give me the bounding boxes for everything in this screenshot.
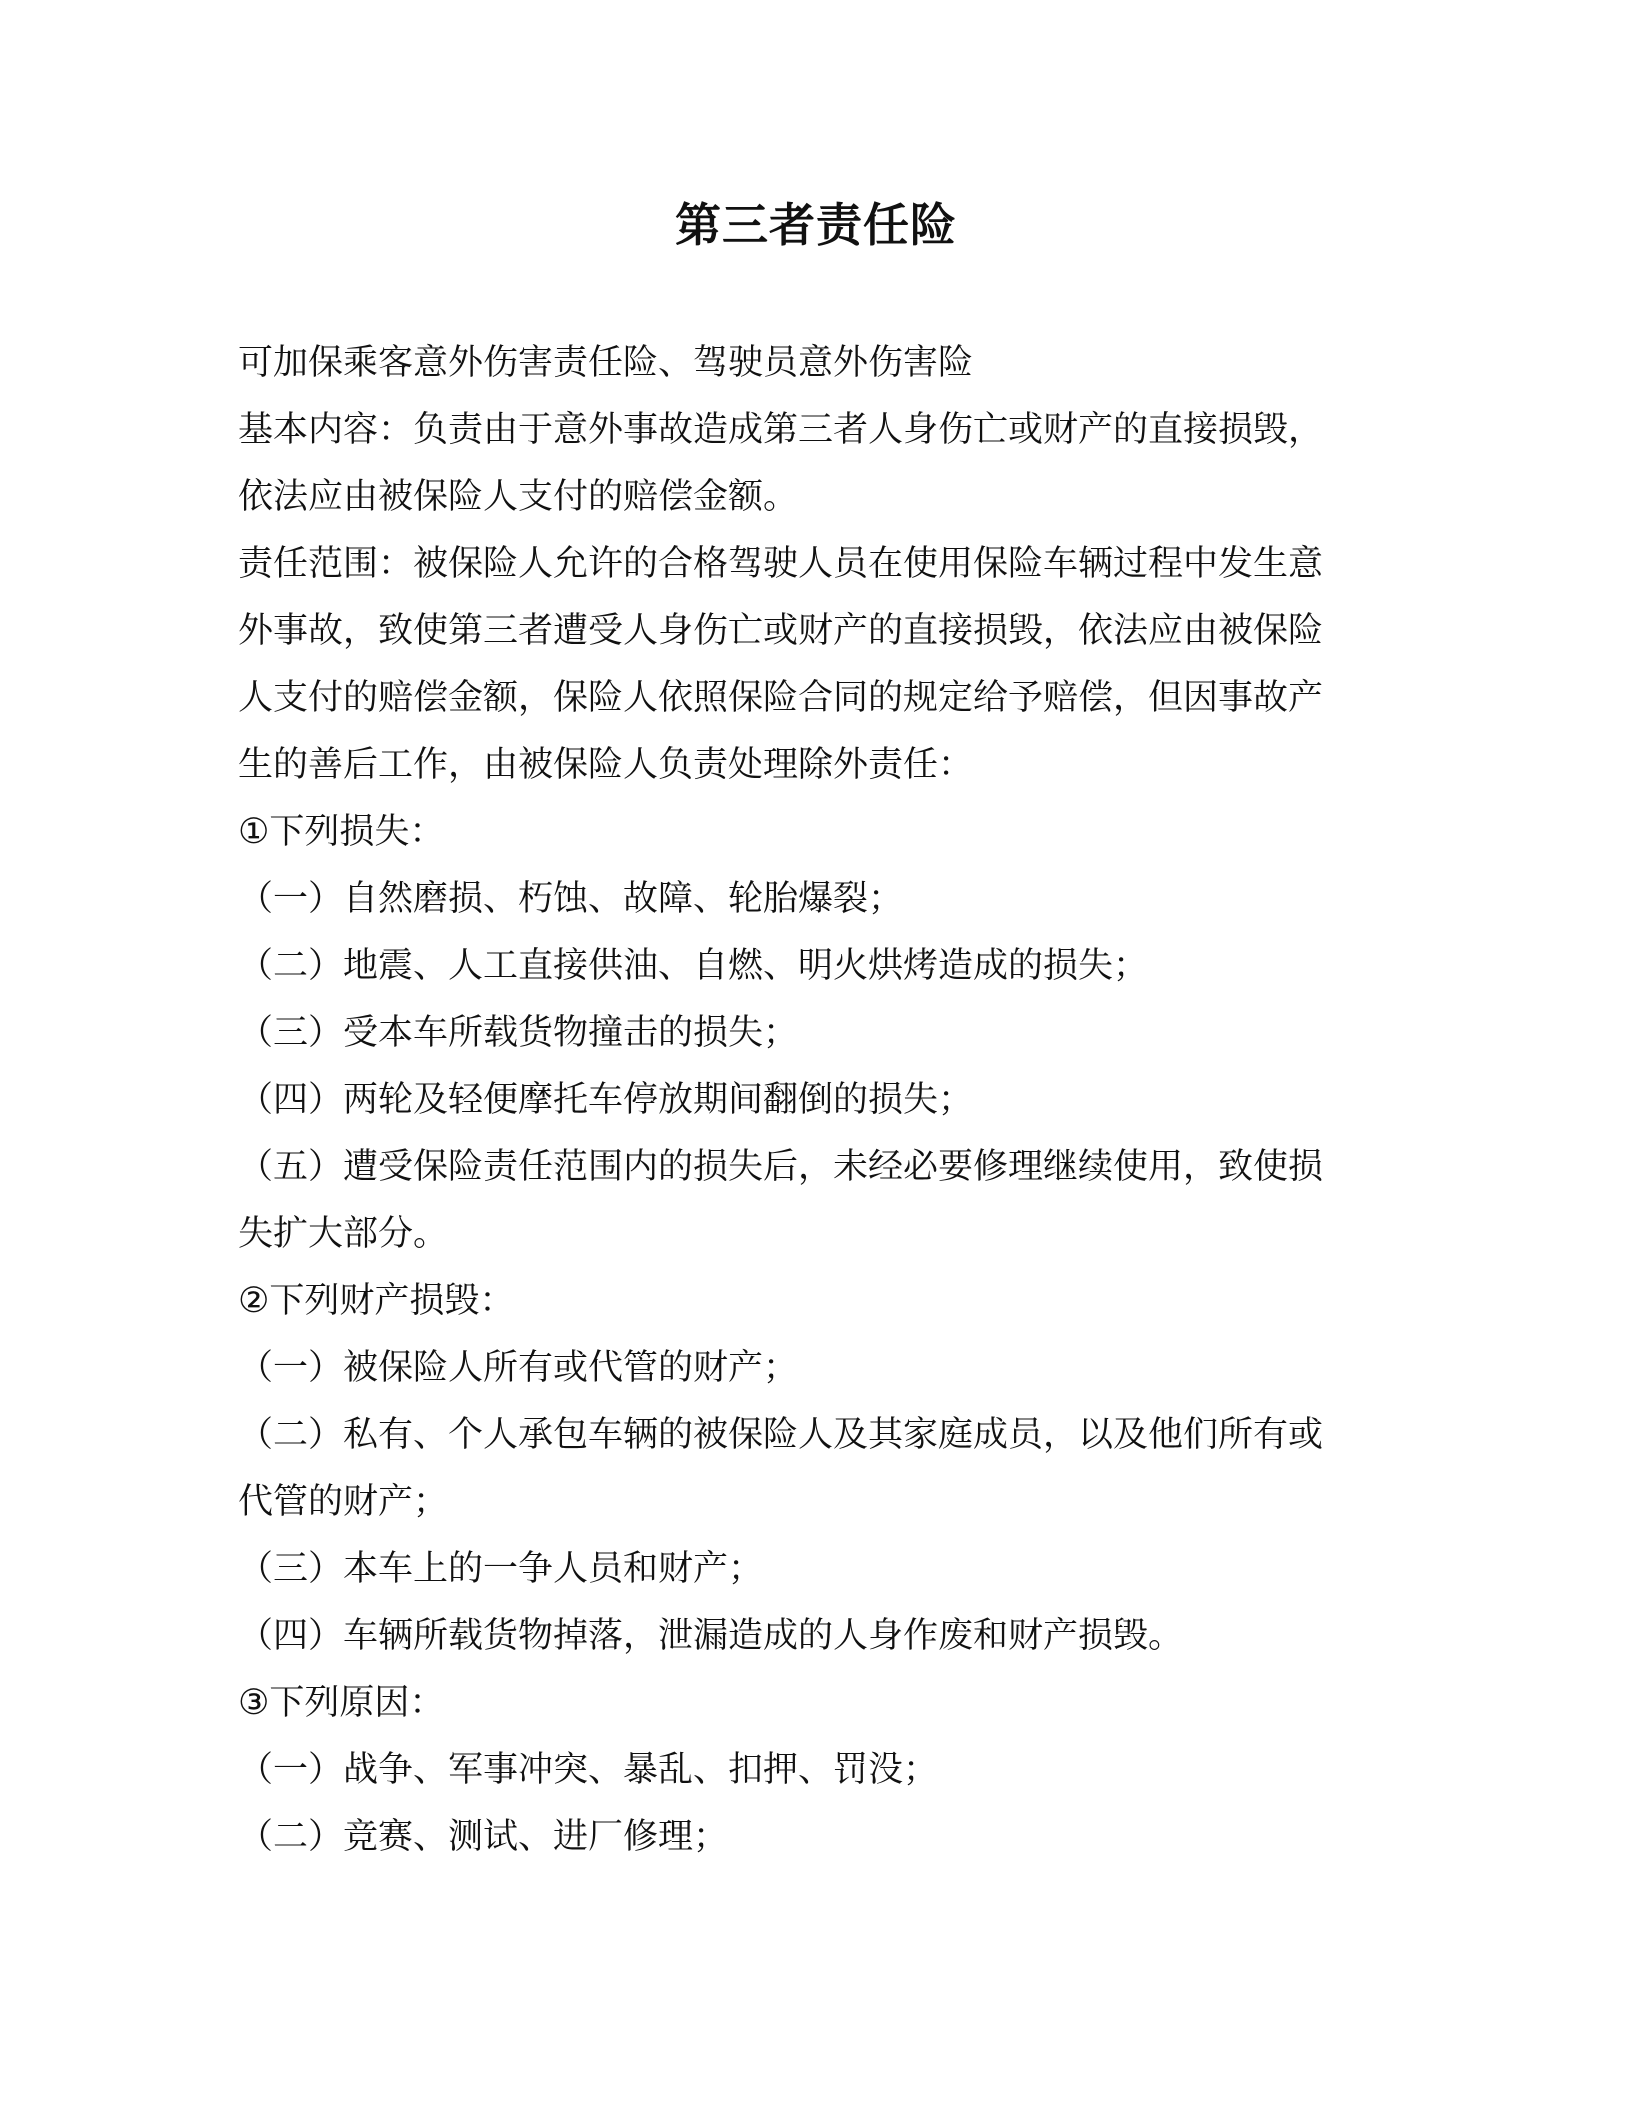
body-line: 外事故，致使第三者遭受人身伤亡或财产的直接损毁，依法应由被保险 [238, 611, 1324, 651]
body-line: 生的善后工作，由被保险人负责处理除外责任： [238, 745, 974, 785]
body-line: 基本内容：负责由于意外事故造成第三者人身伤亡或财产的直接损毁， [238, 410, 1324, 450]
list-item: （一）被保险人所有或代管的财产； [238, 1348, 799, 1388]
list-item-continuation: 失扩大部分。 [238, 1214, 449, 1254]
list-item: （四）车辆所载货物掉落，泄漏造成的人身作废和财产损毁。 [238, 1616, 1184, 1656]
list-item: （二）私有、个人承包车辆的被保险人及其家庭成员，以及他们所有或 [238, 1415, 1324, 1455]
document-title: 第三者责任险 [675, 198, 957, 252]
body-line: 可加保乘客意外伤害责任险、驾驶员意外伤害险 [238, 343, 974, 383]
section-heading: ③下列原因： [238, 1683, 445, 1723]
list-item-continuation: 代管的财产； [238, 1482, 449, 1522]
list-item: （二）竞赛、测试、进厂修理； [238, 1817, 729, 1857]
body-line: 人支付的赔偿金额，保险人依照保险合同的规定给予赔偿，但因事故产 [238, 678, 1324, 718]
list-item: （四）两轮及轻便摩托车停放期间翻倒的损失； [238, 1080, 974, 1120]
list-item: （一）战争、军事冲突、暴乱、扣押、罚没； [238, 1750, 939, 1790]
section-heading: ①下列损失： [238, 812, 445, 852]
document-body [238, 330, 1408, 1871]
list-item: （三）受本车所载货物撞击的损失； [238, 1013, 799, 1053]
body-line: 依法应由被保险人支付的赔偿金额。 [238, 477, 799, 517]
list-item: （五）遭受保险责任范围内的损失后，未经必要修理继续使用，致使损 [238, 1147, 1324, 1187]
list-item: （三）本车上的一争人员和财产； [238, 1549, 764, 1589]
list-item: （二）地震、人工直接供油、自燃、明火烘烤造成的损失； [238, 946, 1149, 986]
list-item: （一）自然磨损、朽蚀、故障、轮胎爆裂； [238, 879, 904, 919]
section-heading: ②下列财产损毁： [238, 1281, 515, 1321]
body-line: 责任范围：被保险人允许的合格驾驶人员在使用保险车辆过程中发生意 [238, 544, 1324, 584]
